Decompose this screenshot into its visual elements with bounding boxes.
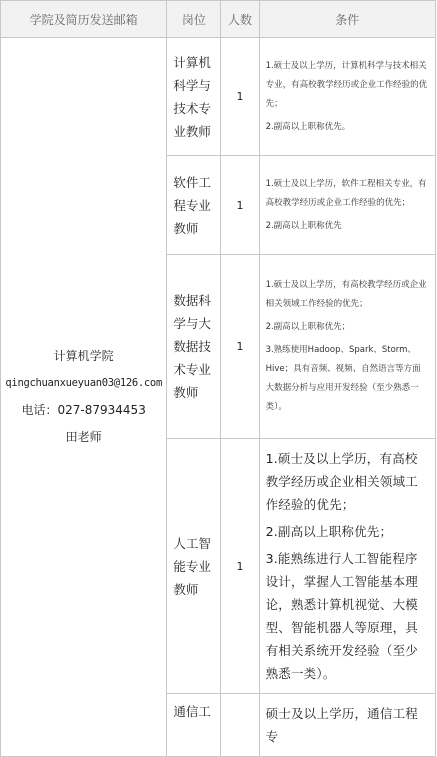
condition-item: 1.硕士及以上学历，有高校教学经历或企业相关领域工作经验的优先； [265,451,418,512]
position-cell: 数据科学与大数据技术专业教师 [167,255,221,439]
condition-item: 3.熟练使用Hadoop、Spark、Storm、Hive；具有音频、视频、自然语言等方面大数据分析与应用开发经验（至少熟悉一类）。 [265,345,421,412]
count-cell: 1 [221,38,259,156]
count-cell [221,694,259,757]
header-row [1,1,436,38]
position-cell: 通信工 [167,694,221,757]
conditions-cell [259,38,435,156]
header-position: 岗位 [167,1,221,38]
position-cell: 软件工程专业教师 [167,156,221,255]
table-row [1,38,436,156]
conditions-cell [259,439,435,694]
count-cell: 1 [221,255,259,439]
condition-item: 3.能熟练进行人工智能程序设计，掌握人工智能基本理论，熟悉计算机视觉、大模型、智能机器人等原理，具有相关系统开发经验（至少熟悉一类）。 [265,551,418,681]
condition-item: 1.硕士及以上学历，软件工程相关专业，有高校教学经历或企业工作经验的优先； [265,178,427,208]
condition-item: 2.副高以上职称优先； [265,322,351,332]
count-cell: 1 [221,156,259,255]
header-count: 人数 [221,1,259,38]
position-cell: 计算机科学与技术专业教师 [167,38,221,156]
school-name: 计算机学院 [53,349,114,363]
header-school: 学院及简历发送邮箱 [1,1,167,38]
school-info-cell [1,38,167,757]
school-contact: 田老师 [65,430,102,444]
condition-item: 硕士及以上学历，通信工程专 [265,706,418,744]
school-phone: 电话：027-87934453 [21,403,146,417]
count-cell: 1 [221,439,259,694]
condition-item: 1.硕士及以上学历，计算机科学与技术相关专业，有高校教学经历或企业工作经验的优先； [265,60,428,109]
conditions-cell [259,255,435,439]
condition-item: 2.副高以上职称优先； [265,524,393,539]
condition-item: 2.副高以上职称优先。 [265,121,351,132]
position-cell: 人工智能专业教师 [167,439,221,694]
condition-item: 1.硕士及以上学历，有高校教学经历或企业相关领域工作经验的优先； [265,280,427,309]
school-email[interactable]: qingchuanxueyuan03@126.com [5,377,162,389]
conditions-cell [259,694,435,757]
header-conditions: 条件 [259,1,435,38]
conditions-cell [259,156,435,255]
condition-item: 2.副高以上职称优先 [265,220,342,231]
